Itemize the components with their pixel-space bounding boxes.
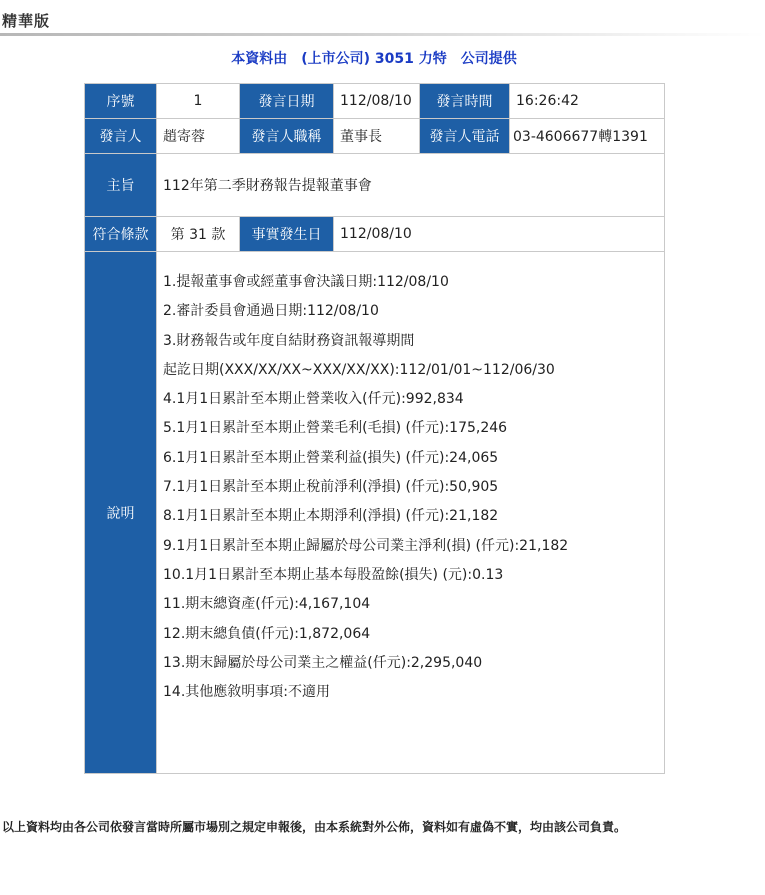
description-list — [163, 268, 658, 707]
speaker-phone-label: 發言人電話 — [420, 119, 510, 154]
description-line: 3.財務報告或年度自結財務資訊報導期間 — [163, 332, 415, 349]
description-line: 14.其他應敘明事項:不適用 — [163, 684, 330, 701]
description-line: 7.1月1日累計至本期止稅前淨利(淨損) (仟元):50,905 — [163, 479, 499, 496]
description-line: 起訖日期(XXX/XX/XX~XXX/XX/XX):112/01/01~112/06/30 — [163, 361, 555, 378]
clause-value: 第 31 款 — [157, 217, 240, 252]
time-label: 發言時間 — [420, 84, 510, 119]
speaker-phone-value: 03-4606677轉1391 — [510, 119, 665, 154]
description-line: 2.審計委員會通過日期:112/08/10 — [163, 303, 379, 320]
date-label: 發言日期 — [240, 84, 334, 119]
event-date-label: 事實發生日 — [240, 217, 334, 252]
speaker-title-label: 發言人職稱 — [240, 119, 334, 154]
description-line: 6.1月1日累計至本期止營業利益(損失) (仟元):24,065 — [163, 449, 499, 466]
description-line: 11.期末總資產(仟元):4,167,104 — [163, 596, 371, 613]
description-label: 說明 — [85, 252, 157, 774]
seq-value: 1 — [157, 84, 240, 119]
table-row-clause — [85, 217, 665, 252]
speaker-title-value: 董事長 — [334, 119, 420, 154]
description-line: 8.1月1日累計至本期止本期淨利(淨損) (仟元):21,182 — [163, 508, 499, 525]
date-value: 112/08/10 — [334, 84, 420, 119]
description-line: 4.1月1日累計至本期止營業收入(仟元):992,834 — [163, 391, 464, 408]
seq-label: 序號 — [85, 84, 157, 119]
table-row-speaker — [85, 119, 665, 154]
announcement-table — [84, 83, 665, 774]
speaker-label: 發言人 — [85, 119, 157, 154]
disclaimer-footer: 以上資料均由各公司依發言當時所屬市場別之規定申報後，由本系統對外公佈，資料如有虛偽不實，均由該公司負責。 — [2, 820, 627, 834]
table-row-subject — [85, 154, 665, 217]
clause-label: 符合條款 — [85, 217, 157, 252]
description-line: 13.期末歸屬於母公司業主之權益(仟元):2,295,040 — [163, 654, 483, 671]
description-line: 5.1月1日累計至本期止營業毛利(毛損) (仟元):175,246 — [163, 420, 508, 437]
description-content — [157, 252, 665, 774]
provider-line: 本資料由 (上市公司) 3051 力特 公司提供 — [231, 51, 517, 67]
version-header — [0, 0, 765, 38]
description-line: 1.提報董事會或經董事會決議日期:112/08/10 — [163, 274, 449, 290]
header-divider — [0, 33, 765, 36]
speaker-value: 趙寄蓉 — [157, 119, 240, 154]
table-row-description — [85, 252, 665, 774]
subject-value: 112年第二季財務報告提報董事會 — [157, 154, 665, 217]
version-label: 精華版 — [2, 12, 51, 30]
time-value: 16:26:42 — [510, 84, 665, 119]
table-row-seq — [85, 84, 665, 119]
description-line: 10.1月1日累計至本期止基本每股盈餘(損失) (元):0.13 — [163, 566, 504, 583]
subject-label: 主旨 — [85, 154, 157, 217]
event-date-value: 112/08/10 — [334, 217, 665, 252]
description-line: 12.期末總負債(仟元):1,872,064 — [163, 625, 371, 642]
description-line: 9.1月1日累計至本期止歸屬於母公司業主淨利(損) (仟元):21,182 — [163, 537, 569, 554]
